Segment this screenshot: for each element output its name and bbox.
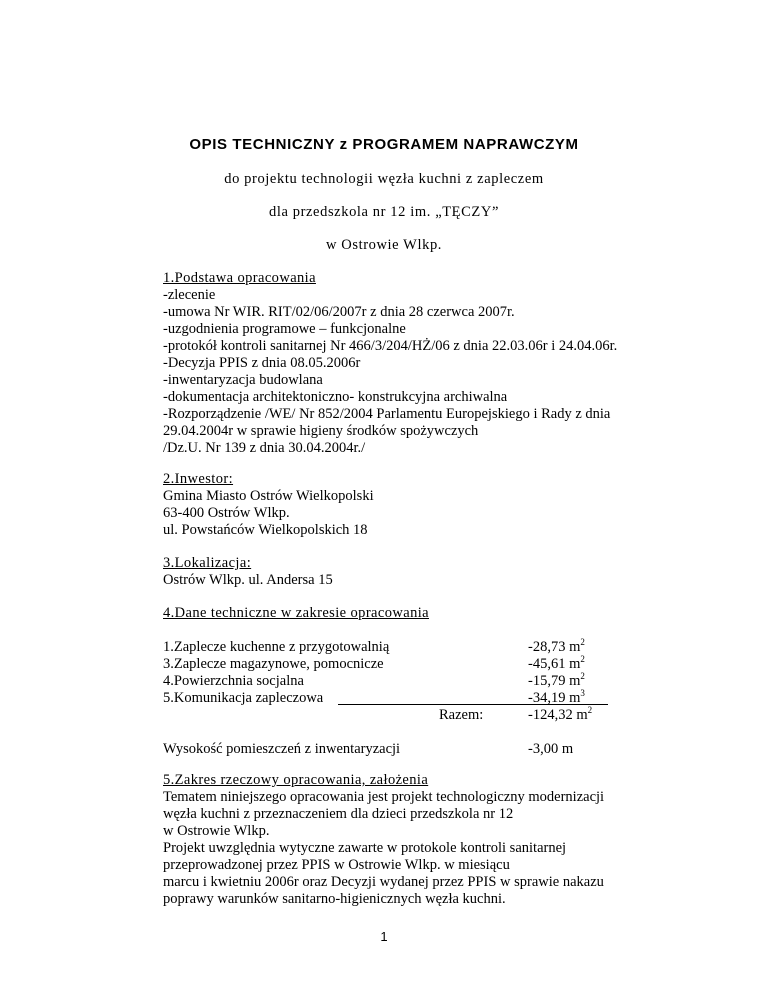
text-line: -umowa Nr WIR. RIT/02/06/2007r z dnia 28 czerwca 2007r.: [163, 304, 515, 320]
page-number: 1: [380, 929, 388, 944]
text-line: -inwentaryzacja budowlana: [163, 372, 323, 388]
text-line: Projekt uwzględnia wytyczne zawarte w protokole kontroli sanitarnej: [163, 840, 567, 856]
text-line: -protokół kontroli sanitarnej Nr 466/3/204/HŻ/06 z dnia 22.03.06r i 24.04.06r.: [163, 338, 618, 354]
text-line: Tematem niniejszego opracowania jest projekt technologiczny modernizacji: [163, 789, 605, 805]
total-value: -124,32 $m^2$: [528, 705, 593, 723]
text-line: -Decyzja PPIS z dnia 08.05.2006r: [163, 355, 361, 371]
area-row: [163, 673, 643, 690]
height-row: [163, 741, 643, 758]
area-value: -45,61 $m^2$: [528, 654, 585, 672]
section-heading: 5.Zakres rzeczowy opracowania, założenia: [163, 772, 429, 788]
height-value: -3,00 m: [528, 741, 574, 757]
document-title: OPIS TECHNICZNY z PROGRAMEM NAPRAWCZYM: [189, 136, 579, 153]
text-line: 29.04.2004r w sprawie higieny środków spożywczych: [163, 423, 479, 439]
section-zakres: [163, 772, 683, 908]
total-label: Razem:: [439, 707, 484, 723]
text-line: -uzgodnienia programowe – funkcjonalne: [163, 321, 406, 337]
text-line: Gmina Miasto Ostrów Wielkopolski: [163, 488, 374, 504]
text-line: 63-400 Ostrów Wlkp.: [163, 505, 290, 521]
text-line: Ostrów Wlkp. ul. Andersa 15: [163, 572, 333, 588]
section-lokalizacja: [163, 555, 683, 589]
area-table: [163, 639, 643, 758]
area-row: [163, 656, 643, 673]
text-line: w Ostrowie Wlkp.: [163, 823, 270, 839]
area-row: [163, 690, 643, 707]
area-value: -28,73 $m^2$: [528, 637, 585, 655]
area-value: -15,79 $m^2$: [528, 671, 585, 689]
area-row: [163, 639, 643, 656]
text-line: -zlecenie: [163, 287, 216, 303]
section-heading: 2.Inwestor:: [163, 471, 234, 487]
area-label: 4.Powierzchnia socjalna: [163, 673, 304, 689]
area-label: 3.Zaplecze magazynowe, pomocnicze: [163, 656, 384, 672]
text-line: -Rozporządzenie /WE/ Nr 852/2004 Parlamentu Europejskiego i Rady z dnia: [163, 406, 611, 422]
area-label: 1.Zaplecze kuchenne z przygotowalnią: [163, 639, 390, 655]
section-heading: 4.Dane techniczne w zakresie opracowania: [163, 605, 429, 621]
section-inwestor: [163, 471, 683, 539]
section-heading: 1.Podstawa opracowania: [163, 270, 316, 286]
text-line: -dokumentacja architektoniczno- konstrukcyjna archiwalna: [163, 389, 508, 405]
subtitle-line: do projektu technologii węzła kuchni z zapleczem: [224, 171, 544, 187]
text-line: ul. Powstańców Wielkopolskich 18: [163, 522, 368, 538]
section-podstawa: [163, 270, 683, 457]
text-line: przeprowadzonej przez PPIS w Ostrowie Wlkp. w miesiącu: [163, 857, 510, 873]
text-line: marcu i kwietniu 2006r oraz Decyzji wydanej przez PPIS w sprawie nakazu: [163, 874, 604, 890]
section-dane-techniczne: [163, 605, 683, 622]
height-label: Wysokość pomieszczeń z inwentaryzacji: [163, 741, 401, 757]
area-label: 5.Komunikacja zapleczowa: [163, 690, 324, 706]
text-line: węzła kuchni z przeznaczeniem dla dzieci przedszkola nr 12: [163, 806, 514, 822]
subtitle-line: dla przedszkola nr 12 im. „TĘCZY”: [269, 204, 499, 220]
area-value: -34,19 $m^3$: [528, 688, 585, 706]
total-row: [163, 707, 643, 724]
section-heading: 3.Lokalizacja:: [163, 555, 252, 571]
text-line: /Dz.U. Nr 139 z dnia 30.04.2004r./: [163, 440, 366, 456]
text-line: poprawy warunków sanitarno-higienicznych węzła kuchni.: [163, 891, 506, 907]
subtitle-line: w Ostrowie Wlkp.: [325, 237, 443, 253]
